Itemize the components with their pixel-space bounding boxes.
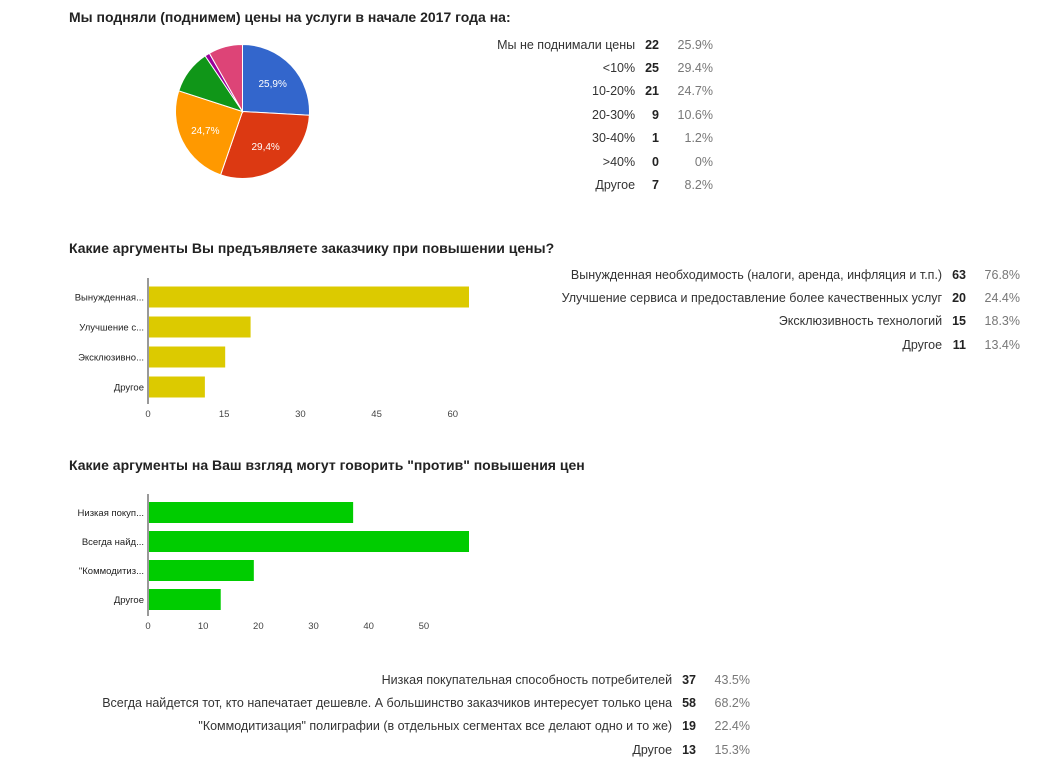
stats-count: 15 xyxy=(952,314,966,329)
stats-count: 1 xyxy=(652,131,659,146)
bar xyxy=(149,589,221,610)
bar xyxy=(149,377,205,398)
category-label: Другое xyxy=(113,382,144,394)
stats-percent: 0% xyxy=(694,154,713,169)
bar xyxy=(149,502,353,523)
stats-percent: 29.4% xyxy=(677,61,713,76)
stats-label: Другое xyxy=(902,337,943,352)
category-label: "Коммодитиз... xyxy=(78,566,144,577)
x-tick-label: 45 xyxy=(371,409,382,420)
stats-percent: 10.6% xyxy=(677,107,713,122)
stats-count: 25 xyxy=(645,61,659,76)
stats-table-1 xyxy=(497,33,713,197)
stats-count: 20 xyxy=(952,291,966,306)
stats-count: 22 xyxy=(645,37,659,52)
stats-row xyxy=(497,173,713,196)
stats-label: Вынужденная необходимость (налоги, аренда, инфляция и т.п.) xyxy=(570,267,943,282)
bar xyxy=(149,347,225,368)
x-tick-label: 0 xyxy=(145,409,151,420)
stats-table-2 xyxy=(562,263,1020,357)
stats-percent: 25.9% xyxy=(677,37,713,52)
stats-row xyxy=(562,286,1020,309)
stats-count: 11 xyxy=(952,337,966,352)
pie-slice-label: 24,7% xyxy=(191,126,220,138)
section-1-title: Мы подняли (поднимем) цены на услуги в начале 2017 года на: xyxy=(69,9,511,25)
stats-row xyxy=(562,333,1020,356)
category-label: Всегда найд... xyxy=(81,537,144,548)
stats-count: 37 xyxy=(682,672,696,687)
stats-row xyxy=(497,56,713,79)
stats-count: 0 xyxy=(652,154,659,169)
x-tick-label: 30 xyxy=(308,621,319,632)
stats-label: Эксклюзивность технологий xyxy=(778,314,943,329)
stats-count: 9 xyxy=(652,107,659,122)
stats-row xyxy=(497,33,713,56)
pie-slice-label: 25,9% xyxy=(258,78,287,90)
stats-percent: 18.3% xyxy=(984,314,1020,329)
stats-count: 21 xyxy=(645,84,659,99)
stats-count: 19 xyxy=(682,719,696,734)
stats-count: 7 xyxy=(652,178,659,193)
bar xyxy=(149,531,469,552)
bar xyxy=(149,287,469,308)
section-2-title: Какие аргументы Вы предъявляете заказчику при повышении цены? xyxy=(69,240,555,256)
x-tick-label: 30 xyxy=(295,409,306,420)
stats-count: 13 xyxy=(682,742,696,757)
stats-percent: 76.8% xyxy=(984,267,1020,282)
stats-row xyxy=(497,127,713,150)
stats-label: Другое xyxy=(595,178,636,193)
stats-percent: 43.5% xyxy=(714,672,750,687)
stats-percent: 15.3% xyxy=(714,742,750,757)
stats-label: <10% xyxy=(602,61,636,76)
stats-label: 30-40% xyxy=(592,131,636,146)
stats-row xyxy=(497,150,713,173)
category-label: Другое xyxy=(113,595,144,606)
stats-label: Улучшение сервиса и предоставление более качественных услуг xyxy=(561,291,943,306)
stats-percent: 1.2% xyxy=(684,131,713,146)
x-tick-label: 60 xyxy=(447,409,459,420)
category-label: Улучшение с... xyxy=(79,322,144,334)
stats-percent: 24.7% xyxy=(677,84,713,99)
stats-row xyxy=(102,738,750,761)
stats-label: 10-20% xyxy=(592,84,636,99)
x-tick-label: 10 xyxy=(197,621,209,632)
x-tick-label: 20 xyxy=(253,621,264,632)
bar xyxy=(149,317,251,338)
stats-percent: 22.4% xyxy=(714,719,750,734)
section-3-title: Какие аргументы на Ваш взгляд могут говорить "против" повышения цен xyxy=(69,457,585,473)
stats-label: Другое xyxy=(632,742,673,757)
stats-label: 20-30% xyxy=(592,107,636,122)
stats-table-3 xyxy=(102,668,750,762)
stats-row xyxy=(562,263,1020,286)
bar-chart-arguments-for xyxy=(0,270,500,420)
stats-percent: 13.4% xyxy=(984,337,1020,352)
stats-label: Всегда найдется тот, кто напечатает дешевле. А большинство заказчиков интересует только цена xyxy=(102,696,673,711)
category-label: Низкая покуп... xyxy=(77,508,144,519)
bar xyxy=(149,560,254,581)
stats-label: Низкая покупательная способность потребителей xyxy=(381,672,673,687)
category-label: Эксклюзивно... xyxy=(78,352,144,364)
stats-row xyxy=(102,715,750,738)
stats-percent: 68.2% xyxy=(714,696,750,711)
stats-count: 63 xyxy=(952,267,966,282)
stats-row xyxy=(497,103,713,126)
stats-label: >40% xyxy=(602,154,636,169)
x-tick-label: 0 xyxy=(145,621,151,632)
x-tick-label: 15 xyxy=(218,409,230,420)
x-tick-label: 40 xyxy=(363,621,374,632)
pie-chart xyxy=(170,40,315,185)
stats-percent: 8.2% xyxy=(684,178,713,193)
x-tick-label: 50 xyxy=(418,621,430,632)
bar-chart-arguments-against xyxy=(0,488,500,638)
stats-row xyxy=(497,80,713,103)
category-label: Вынужденная... xyxy=(74,292,144,304)
stats-row xyxy=(102,691,750,714)
stats-row xyxy=(562,310,1020,333)
stats-label: Мы не поднимали цены xyxy=(497,37,636,52)
pie-slice-label: 29,4% xyxy=(251,141,280,153)
stats-count: 58 xyxy=(682,696,696,711)
stats-label: "Коммодитизация" полиграфии (в отдельных сегментах все делают одно и то же) xyxy=(198,719,673,734)
stats-percent: 24.4% xyxy=(984,291,1020,306)
stats-row xyxy=(102,668,750,691)
